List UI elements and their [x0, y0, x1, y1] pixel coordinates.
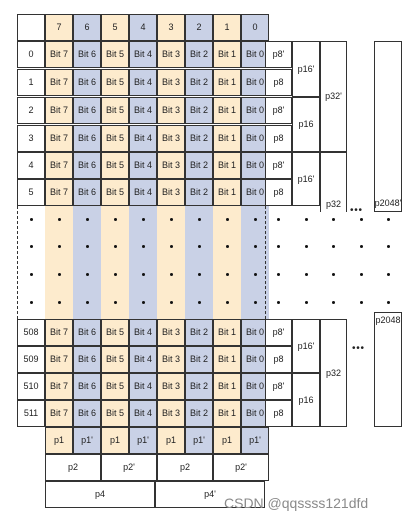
continuation-dot: [198, 218, 201, 221]
bit-cell: Bit 0: [241, 346, 269, 373]
continuation-dot: [30, 301, 33, 304]
bit-cell: Bit 0: [241, 97, 269, 124]
continuation-dot: [360, 301, 363, 304]
continuation-dot: [58, 245, 61, 248]
continuation-dot: [30, 245, 33, 248]
bit-cell: Bit 3: [157, 373, 185, 400]
bit-cell: Bit 2: [185, 152, 213, 179]
row-index: 509: [17, 346, 45, 373]
continuation-dot: [226, 273, 229, 276]
bit-cell: Bit 2: [185, 125, 213, 152]
bit-cell: Bit 4: [129, 319, 157, 346]
bit-cell: Bit 6: [73, 41, 101, 68]
bit-cell: Bit 6: [73, 319, 101, 346]
bit-cell: Bit 6: [73, 346, 101, 373]
continuation-dot: [277, 218, 280, 221]
row-index: 3: [17, 125, 45, 152]
bit-cell: Bit 7: [45, 97, 73, 124]
bit-column-header: 3: [157, 14, 185, 41]
bit-cell: Bit 4: [129, 346, 157, 373]
p1-cell: p1: [101, 427, 129, 454]
bit-cell: Bit 7: [45, 400, 73, 427]
continuation-dot: [254, 245, 257, 248]
continuation-dot: [360, 245, 363, 248]
continuation-dot: [360, 218, 363, 221]
p1-cell: p1': [73, 427, 101, 454]
bit-cell: Bit 6: [73, 179, 101, 206]
bit-cell: Bit 1: [213, 346, 241, 373]
bit-column-header: 5: [101, 14, 129, 41]
continuation-dot: [198, 273, 201, 276]
bit-column-header: 1: [213, 14, 241, 41]
bit-cell: Bit 5: [101, 179, 129, 206]
continuation-dot: [114, 301, 117, 304]
bit-cell: Bit 4: [129, 373, 157, 400]
bit-cell: Bit 6: [73, 69, 101, 96]
bit-cell: Bit 2: [185, 179, 213, 206]
continuation-dot: [387, 301, 390, 304]
continuation-dot: [86, 273, 89, 276]
bit-cell: Bit 0: [241, 69, 269, 96]
continuation-dot: [332, 218, 335, 221]
bit-cell: Bit 3: [157, 179, 185, 206]
bit-cell: Bit 6: [73, 373, 101, 400]
bit-cell: Bit 2: [185, 97, 213, 124]
continuation-dot: [226, 218, 229, 221]
bit-cell: Bit 1: [213, 41, 241, 68]
bit-cell: Bit 0: [241, 373, 269, 400]
p16-cell: p16: [292, 97, 320, 152]
continuation-dot: [254, 218, 257, 221]
bit-cell: Bit 0: [241, 152, 269, 179]
p8-cell: p8: [265, 179, 292, 206]
continuation-dot: [277, 301, 280, 304]
p8-cell: p8': [265, 319, 292, 346]
row-index: 0: [17, 41, 45, 68]
p2-cell: p2: [157, 454, 213, 481]
bit-cell: Bit 2: [185, 400, 213, 427]
p8-cell: p8': [265, 41, 292, 68]
p8-cell: p8': [265, 373, 292, 400]
p8-cell: p8': [265, 152, 292, 179]
continuation-dot: [30, 218, 33, 221]
continuation-dot: [198, 301, 201, 304]
bit-cell: Bit 2: [185, 41, 213, 68]
row-index: 4: [17, 152, 45, 179]
bit-cell: Bit 1: [213, 319, 241, 346]
bit-cell: Bit 7: [45, 41, 73, 68]
bit-column-header: 2: [185, 14, 213, 41]
p32-cell: p32: [320, 152, 347, 212]
continuation-dot: [277, 245, 280, 248]
continuation-dot: [142, 245, 145, 248]
p16-cell: p16': [292, 152, 320, 206]
continuation-dot: [58, 273, 61, 276]
continuation-dot: [142, 301, 145, 304]
bit-cell: Bit 3: [157, 346, 185, 373]
row-index: 510: [17, 373, 45, 400]
continuation-dot: [305, 273, 308, 276]
bit-cell: Bit 1: [213, 69, 241, 96]
bit-cell: Bit 0: [241, 41, 269, 68]
p4-cell: p4: [45, 481, 155, 508]
watermark: CSDN @qqssss121dfd: [224, 495, 369, 511]
header-corner: [17, 14, 45, 41]
bit-cell: Bit 2: [185, 319, 213, 346]
p1-cell: p1: [157, 427, 185, 454]
p2-cell: p2': [101, 454, 157, 481]
bit-cell: Bit 3: [157, 152, 185, 179]
bit-cell: Bit 4: [129, 97, 157, 124]
row-index: 2: [17, 97, 45, 124]
p8-cell: p8: [265, 69, 292, 96]
continuation-dot: [86, 245, 89, 248]
bit-cell: Bit 7: [45, 346, 73, 373]
bit-cell: Bit 6: [73, 400, 101, 427]
continuation-dot: [114, 218, 117, 221]
bit-cell: Bit 4: [129, 152, 157, 179]
bit-cell: Bit 1: [213, 400, 241, 427]
bit-cell: Bit 2: [185, 346, 213, 373]
p1-cell: p1': [129, 427, 157, 454]
continuation-dot: [387, 218, 390, 221]
bit-cell: Bit 1: [213, 97, 241, 124]
bit-column-header: 4: [129, 14, 157, 41]
p16-cell: p16: [292, 373, 320, 427]
bit-cell: Bit 5: [101, 400, 129, 427]
row-index: 5: [17, 179, 45, 206]
bit-cell: Bit 1: [213, 125, 241, 152]
bit-cell: Bit 0: [241, 400, 269, 427]
ellipsis-top: • • •: [350, 205, 362, 216]
row-index: 1: [17, 69, 45, 96]
continuation-dot: [30, 273, 33, 276]
p8-cell: p8: [265, 346, 292, 373]
bit-cell: Bit 5: [101, 319, 129, 346]
bit-cell: Bit 4: [129, 400, 157, 427]
bit-cell: Bit 3: [157, 319, 185, 346]
continuation-dot: [198, 245, 201, 248]
continuation-dot: [114, 245, 117, 248]
continuation-dot: [86, 301, 89, 304]
continuation-dot: [305, 218, 308, 221]
continuation-dot: [114, 273, 117, 276]
bit-cell: Bit 6: [73, 152, 101, 179]
bit-cell: Bit 5: [101, 125, 129, 152]
continuation-dot: [360, 273, 363, 276]
bit-cell: Bit 3: [157, 400, 185, 427]
bit-cell: Bit 2: [185, 373, 213, 400]
bit-cell: Bit 3: [157, 69, 185, 96]
bit-cell: Bit 5: [101, 152, 129, 179]
continuation-dot: [58, 218, 61, 221]
bit-cell: Bit 3: [157, 125, 185, 152]
bit-cell: Bit 4: [129, 41, 157, 68]
continuation-dot: [332, 301, 335, 304]
p2-cell: p2': [213, 454, 269, 481]
continuation-dot: [226, 245, 229, 248]
continuation-dot: [170, 218, 173, 221]
bit-cell: Bit 0: [241, 319, 269, 346]
bit-cell: Bit 6: [73, 97, 101, 124]
bit-cell: Bit 7: [45, 152, 73, 179]
bit-cell: Bit 7: [45, 125, 73, 152]
p32-cell: p32: [320, 319, 347, 427]
bit-column-header: 0: [241, 14, 269, 41]
bit-cell: Bit 3: [157, 41, 185, 68]
p1-cell: p1': [185, 427, 213, 454]
p8-cell: p8: [265, 125, 292, 152]
bit-cell: Bit 3: [157, 97, 185, 124]
bit-cell: Bit 6: [73, 125, 101, 152]
bit-cell: Bit 7: [45, 179, 73, 206]
p32-cell: p32': [320, 41, 347, 152]
p2048-cell: p2048: [374, 312, 402, 427]
bit-cell: Bit 4: [129, 179, 157, 206]
bit-cell: Bit 4: [129, 125, 157, 152]
continuation-dot: [142, 218, 145, 221]
bit-cell: Bit 1: [213, 152, 241, 179]
p1-cell: p1': [241, 427, 269, 454]
bit-cell: Bit 7: [45, 373, 73, 400]
continuation-dot: [226, 301, 229, 304]
continuation-dot: [170, 301, 173, 304]
row-index: 511: [17, 400, 45, 427]
p2-cell: p2: [45, 454, 101, 481]
p4-cell: p4': [155, 481, 265, 508]
continuation-dot: [277, 273, 280, 276]
bit-cell: Bit 1: [213, 179, 241, 206]
continuation-dot: [305, 301, 308, 304]
continuation-dot: [58, 301, 61, 304]
bit-column-header: 7: [45, 14, 73, 41]
continuation-dot: [142, 273, 145, 276]
continuation-dot: [305, 245, 308, 248]
p1-cell: p1: [213, 427, 241, 454]
bit-cell: Bit 1: [213, 373, 241, 400]
bit-column-header: 6: [73, 14, 101, 41]
ellipsis-bottom: • • •: [352, 343, 364, 354]
continuation-dot: [170, 273, 173, 276]
continuation-dot: [254, 301, 257, 304]
continuation-dot: [254, 273, 257, 276]
bit-cell: Bit 2: [185, 69, 213, 96]
row-index: 508: [17, 319, 45, 346]
continuation-dot: [387, 273, 390, 276]
bit-cell: Bit 0: [241, 179, 269, 206]
p8-cell: p8': [265, 97, 292, 124]
bit-cell: Bit 5: [101, 97, 129, 124]
bit-cell: Bit 7: [45, 69, 73, 96]
bit-cell: Bit 5: [101, 69, 129, 96]
p1-cell: p1: [45, 427, 73, 454]
bit-cell: Bit 5: [101, 373, 129, 400]
continuation-dot: [170, 245, 173, 248]
bit-cell: Bit 5: [101, 346, 129, 373]
p2048-cell: p2048': [374, 41, 402, 212]
continuation-dot: [332, 245, 335, 248]
bit-cell: Bit 5: [101, 41, 129, 68]
bit-cell: Bit 7: [45, 319, 73, 346]
p16-cell: p16': [292, 319, 320, 373]
continuation-dot: [332, 273, 335, 276]
continuation-dot: [86, 218, 89, 221]
bit-cell: Bit 0: [241, 125, 269, 152]
p8-cell: p8: [265, 400, 292, 427]
continuation-dot: [387, 245, 390, 248]
bit-cell: Bit 4: [129, 69, 157, 96]
p16-cell: p16': [292, 41, 320, 97]
